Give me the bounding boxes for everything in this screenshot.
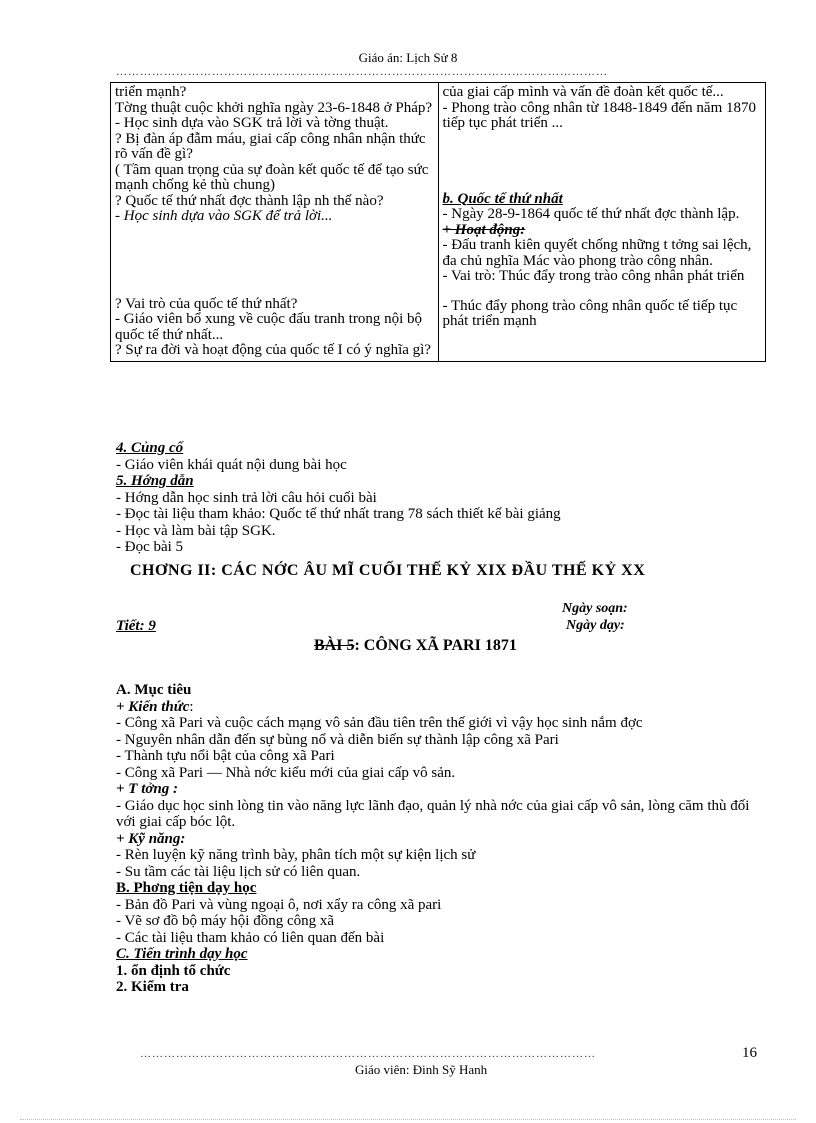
list-item: 1. ổn định tổ chức (116, 962, 231, 979)
table-line: ? Sự ra đời và hoạt động của quốc tế I có ý nghĩa gì? (115, 342, 431, 358)
lesson-name: : CÔNG XÃ PARI 1871 (354, 637, 517, 654)
chapter-title: CHƠNG II: CÁC NỚC ÂU MĨ CUỐI THẾ KỶ XIX ĐẦU THẾ KỶ XX (130, 562, 646, 579)
content-column (438, 83, 766, 362)
table-line: - Giáo viên bổ xung về cuộc đấu tranh trong nội bộ quốc tế thứ nhất... (115, 311, 423, 343)
subsection-heading-colon: : (189, 698, 194, 715)
table-line: - Phong trào công nhân từ 1848-1849 đến năm 1870 tiếp tục phát triển ... (442, 99, 756, 131)
table-line: - Ngày 28-9-1864 quốc tế thứ nhất đợc thành lập. (442, 206, 740, 222)
table-line: ? Bị đàn áp đẫm máu, giai cấp công nhân nhận thức rõ vấn đề gì? (115, 130, 426, 162)
objectives-section (116, 682, 766, 996)
subsection-heading (116, 699, 766, 716)
teach-date-label: Ngày dạy: (566, 618, 625, 633)
list-item: - Giáo viên khái quát nội dung bài học (116, 456, 347, 473)
table-gap (443, 132, 762, 192)
section-heading: B. Phơng tiện dạy học (116, 880, 257, 896)
lesson-activity-table (110, 82, 766, 362)
subsection-heading: + Hoạt động: (442, 221, 526, 238)
list-item: - Công xã Pari và cuộc cách mạng vô sản đầu tiên trên thế giới vì vậy học sinh nắm đợc (116, 715, 643, 731)
table-line: ? Vai trò của quốc tế thứ nhất? (115, 295, 298, 312)
table-line: ( Tầm quan trọng của sự đoàn kết quốc tế để tạo sức mạnh chống kẻ thù chung) (115, 161, 429, 193)
list-item: - Giáo dục học sinh lòng tin vào năng lực lãnh đạo, quản lý nhà nớc của giai cấp vô sản, lòng căm thù đối với giai cấp bóc lột. (116, 797, 750, 830)
table-line: triển mạnh? (115, 84, 187, 100)
list-item: - Su tầm các tài liệu lịch sử có liên quan. (116, 863, 361, 880)
lesson-number: BÀI 5 (314, 637, 355, 654)
page-number: 16 (742, 1045, 757, 1061)
subsection-heading: b. Quốc tế thứ nhất (442, 190, 563, 207)
footer-teacher-name: Giáo viên: Đinh Sỹ Hanh (355, 1062, 488, 1077)
list-item: - Rèn luyện kỹ năng trình bày, phân tích một sự kiện lịch sử (116, 847, 476, 863)
footer-dotted-rule: …………………………………………………………………………………………………… (140, 1048, 596, 1060)
lesson-dates (562, 600, 628, 634)
section-heading: A. Mục tiêu (116, 682, 192, 698)
header-dotted-rule: …………………………………………………………………………………………………………… (116, 66, 608, 78)
table-line: - Đấu tranh kiên quyết chống những t tởng sai lệch, đa chủ nghĩa Mác vào phong trào công nhân. (442, 237, 752, 269)
section-heading: 5. Hớng dẫn (116, 473, 194, 489)
list-item: - Đọc tài liệu tham khảo: Quốc tế thứ nhất trang 78 sách thiết kế bài giảng (116, 506, 561, 522)
table-line: Tờng thuật cuộc khởi nghĩa ngày 23-6-1848 ở Pháp? (115, 99, 433, 116)
list-item: - Vẽ sơ đồ bộ máy hội đồng công xã (116, 913, 335, 929)
period-label: Tiết: 9 (116, 618, 156, 634)
table-line: - Học sinh dựa vào SGK trả lời và tờng thuật. (115, 115, 389, 131)
list-item: - Đọc bài 5 (116, 539, 184, 555)
page-header-title: Giáo án: Lịch Sử 8 (358, 50, 458, 65)
list-item: 2. Kiểm tra (116, 979, 189, 995)
list-item: - Thành tựu nổi bật của công xã Pari (116, 748, 335, 764)
table-gap (443, 285, 762, 299)
table-line: - Thúc đẩy phong trào công nhân quốc tế tiếp tục phát triển mạnh (442, 297, 738, 329)
subsection-heading-text: + Kiến thức (116, 698, 190, 715)
list-item: - Nguyên nhân dẫn đến sự bùng nổ và diễn biến sự thành lập công xã Pari (116, 731, 559, 748)
prep-date-label: Ngày soạn: (562, 601, 628, 616)
table-line: - Học sinh dựa vào SGK để trả lời... (115, 208, 333, 224)
subsection-heading: + Kỹ năng: (116, 830, 186, 847)
subsection-heading: + T tởng : (116, 781, 179, 797)
table-line: - Vai trò: Thúc đẩy trong trào công nhân phát triển (442, 268, 745, 284)
page-bottom-border (20, 1119, 796, 1120)
list-item: - Công xã Pari — Nhà nớc kiểu mới của giai cấp vô sản. (116, 764, 456, 781)
consolidation-section (116, 440, 766, 556)
table-line: của giai cấp mình và vấn đề đoàn kết quốc tế... (442, 84, 724, 100)
table-gap (115, 225, 434, 297)
lesson-title (314, 637, 517, 655)
table-line: ? Quốc tế thứ nhất đợc thành lập nh thế nào? (115, 192, 384, 209)
list-item: - Bản đồ Pari và vùng ngoại ô, nơi xẩy ra công xã pari (116, 896, 442, 913)
section-heading: 4. Củng cố (116, 440, 184, 456)
section-heading: C. Tiến trình dạy học (116, 946, 248, 962)
teacher-student-activity-column (111, 83, 439, 362)
list-item: - Hớng dẫn học sinh trả lời câu hỏi cuối bài (116, 489, 377, 506)
list-item: - Các tài liệu tham khảo có liên quan đến bài (116, 929, 385, 946)
list-item: - Học và làm bài tập SGK. (116, 522, 276, 539)
